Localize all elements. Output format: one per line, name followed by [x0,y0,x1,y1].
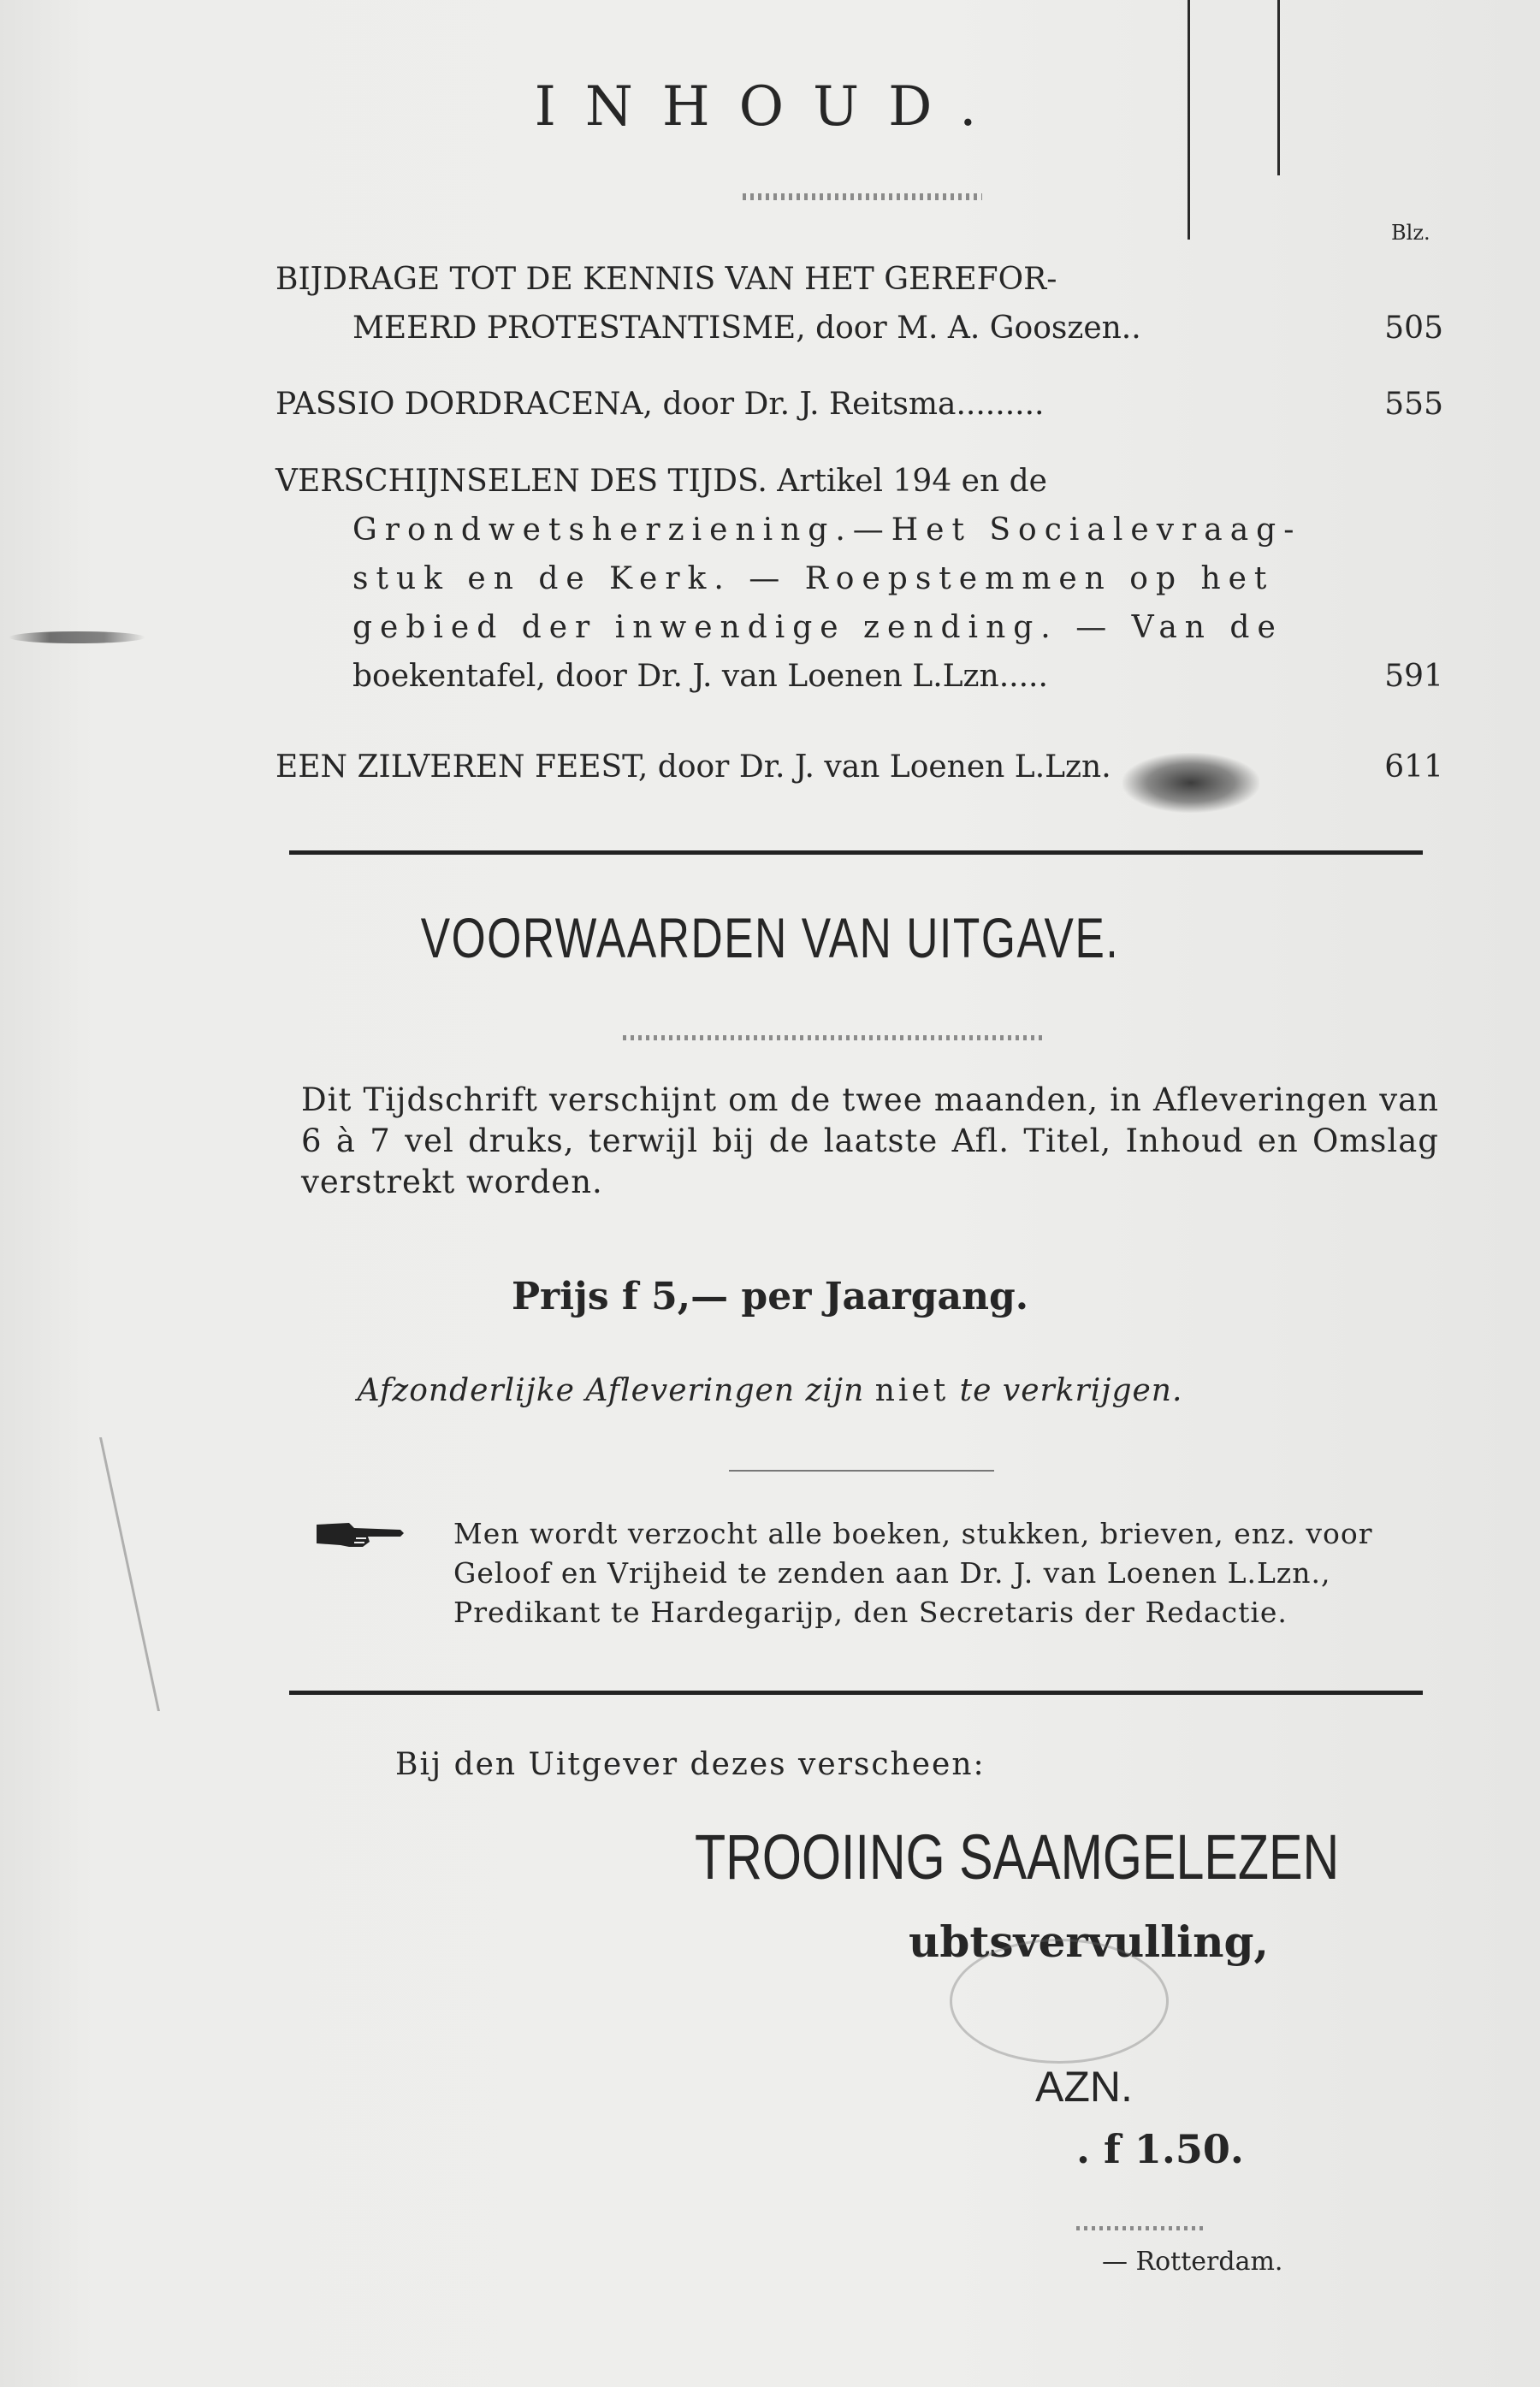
publisher-heading: Bij den Uitgever dezes verscheen: [395,1747,986,1782]
page-column-label: Blz. [1391,221,1430,245]
submission-notice [453,1514,1446,1632]
toc-entry-1-line-2 [275,304,1443,352]
paper-tear-mark [0,1437,160,1711]
short-divider [729,1470,994,1472]
publisher-ornament-divider [1076,2226,1205,2230]
toc-entry-3-line-3: stuk en de Kerk. — Roepstemmen op het [352,561,1275,596]
contents-title: INHOUD. [534,75,1006,139]
toc-entry-2-line-1 [275,380,1443,429]
conditions-title: VOORWAARDEN VAN UITGAVE. [420,906,1120,969]
section-rule-1 [289,850,1423,855]
toc-entry-3-line-1: VERSCHIJNSELEN DES TIJDS. Artikel 194 en de [275,464,1047,499]
ink-smudge [1122,753,1259,813]
toc-entry-1-page: 505 [1384,311,1443,346]
title-ornament-divider [743,193,982,200]
notice-line-2: Geloof en Vrijheid te zenden aan Dr. J. van Loenen L.Lzn., [453,1556,1331,1590]
availability-note [0,1373,1540,1408]
conditions-ornament-divider [623,1035,1042,1040]
availability-note-part-1: Afzonderlijke Afleveringen zijn [357,1373,865,1408]
toc-entry-4 [275,743,1443,791]
toc-entry-4-page: 611 [1384,749,1443,785]
conditions-paragraph: Dit Tijdschrift verschijnt om de twee maanden, in Afleveringen van 6 à 7 vel druks, terwijl bij de laatste Afl. Titel, Inhoud en Omslag verstrekt worden. [301,1081,1439,1200]
scrap-mark [9,631,145,643]
toc-entry-3-line-5-text: boekentafel, door Dr. J. van Loenen L.Lzn..... [352,659,1048,694]
book-price: . f 1.50. [1076,2126,1244,2172]
toc-entry-3-line-4: gebied der inwendige zending. — Van de [352,610,1283,645]
book-subtitle: ubtsvervulling, [909,1916,1269,1967]
pointing-hand-icon [315,1518,409,1552]
section-rule-2 [289,1691,1423,1695]
availability-note-part-3: te verkrijgen. [959,1373,1183,1408]
toc-entry-1 [275,255,1443,352]
toc-entry-3 [275,457,1443,701]
toc-entry-3-page: 591 [1384,659,1443,694]
toc-entry-3-line-2: Grondwetsherziening.—Het Socialevraag- [352,512,1302,548]
toc-entry-2-page: 555 [1384,387,1443,422]
toc-entry-4-line-1-text: EEN ZILVEREN FEEST, door Dr. J. van Loenen L.Lzn. [275,749,1111,785]
toc-entry-2-line-1-text: PASSIO DORDRACENA, door Dr. J. Reitsma......... [275,387,1045,422]
toc-entry-1-line-2-text: MEERD PROTESTANTISME, door M. A. Gooszen.. [352,311,1141,346]
book-author: AZN. [1035,2063,1133,2111]
availability-note-part-2: niet [874,1373,950,1408]
book-title: TROOIING SAAMGELEZEN [695,1821,1340,1892]
toc-entry-2 [275,380,1443,429]
toc-entry-3-line-5 [275,652,1443,701]
faded-stamp [950,1939,1169,2064]
notice-line-3: Predikant te Hardegarijp, den Secretaris der Redactie. [453,1596,1288,1629]
subscription-price: Prijs f 5,— per Jaargang. [511,1275,1029,1318]
notice-line-1: Men wordt verzocht alle boeken, stukken, brieven, enz. voor [453,1517,1373,1550]
toc-entry-1-line-1: BIJDRAGE TOT DE KENNIS VAN HET GEREFOR- [275,262,1057,297]
toc-entry-4-line-1 [275,743,1443,791]
publisher-city: — Rotterdam. [1102,2247,1283,2277]
